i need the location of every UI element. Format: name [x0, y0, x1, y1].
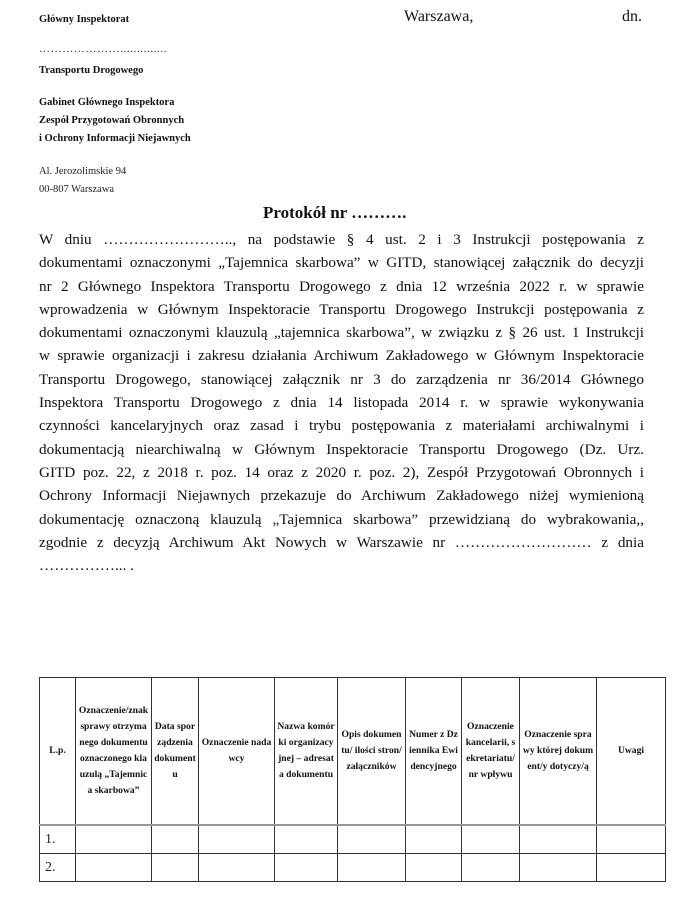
table-row: [40, 825, 666, 854]
col-header-sender: Oznaczenie nadawcy: [199, 678, 275, 826]
table-cell[interactable]: [406, 854, 462, 882]
table-cell[interactable]: [76, 854, 152, 882]
org-name-line2: Transportu Drogowego: [39, 65, 144, 76]
table-cell[interactable]: [152, 854, 199, 882]
col-header-register-number: Numer z Dziennika Ewidencyjnego: [406, 678, 462, 826]
body-line: dokumentację oznaczoną klauzulą „Tajemnica skarbowa” przewidzianą do wybrakowania,,: [39, 510, 644, 528]
col-header-remarks: Uwagi: [597, 678, 666, 826]
table-cell[interactable]: [199, 854, 275, 882]
body-line: wprowadzenia w Głównym Inspektoracie Transportu Drogowego Instrukcji postępowania z: [39, 300, 644, 318]
body-line: Ochrony Informacji Niejawnych przekazuje do Archiwum Zakładowego niżej wymienioną: [39, 487, 644, 505]
table-cell[interactable]: [338, 854, 406, 882]
body-line: nr 2 Głównego Inspektora Transportu Drogowego z dnia 12 września 2022 r. w sprawie: [39, 277, 644, 295]
row-number: 1.: [40, 825, 76, 854]
col-header-office-mark: Oznaczenie kancelarii, sekretariatu/ nr wpływu: [462, 678, 520, 826]
table-cell[interactable]: [275, 825, 338, 854]
col-header-recipient-unit: Nazwa komórki organizacyjnej – adresata dokumentu: [275, 678, 338, 826]
col-header-doc-date: Data sporządzenia dokumentu: [152, 678, 199, 826]
table-cell[interactable]: [199, 825, 275, 854]
table-cell[interactable]: [462, 825, 520, 854]
table-cell[interactable]: [597, 854, 666, 882]
table-cell[interactable]: [152, 825, 199, 854]
table-cell[interactable]: [406, 825, 462, 854]
table-cell[interactable]: [520, 825, 597, 854]
org-name-line1: Główny Inspektorat: [39, 14, 130, 25]
body-line: Transportu Drogowego, stanowiącej załącznik nr 3 do zarządzenia nr 36/2014 Głównego: [39, 370, 644, 388]
table-cell[interactable]: [462, 854, 520, 882]
col-header-case-mark: Oznaczenie/znak sprawy otrzymanego dokumentu oznaczonego klauzulą „Tajemnica skarbowa”: [76, 678, 152, 826]
body-line: zgodnie z decyzją Archiwum Akt Nowych w Warszawie nr ……………………… z dnia: [39, 533, 644, 551]
col-header-lp: L.p.: [40, 678, 76, 826]
table-cell[interactable]: [597, 825, 666, 854]
body-line: ……………... .: [39, 557, 134, 575]
body-line: w sprawie organizacji i zakresu działania Archiwum Zakładowego w Głównym Inspektoracie: [39, 347, 644, 365]
body-line: W dniu …………………….., na podstawie § 4 ust. 2 i 3 Instrukcji postępowania z: [39, 231, 644, 248]
col-header-related-case: Oznaczenie sprawy której dokument/y dotyczy/ą: [520, 678, 597, 826]
body-line: dokumentacją niearchiwalną w Głównym Inspektoracie Transportu Drogowego (Dz. Urz.: [39, 440, 644, 458]
table-cell[interactable]: [275, 854, 338, 882]
body-line: dokumentami oznaczonymi klauzulą „tajemnica skarbowa”, w związku z § 26 ust. 1 Instrukcji: [39, 324, 644, 342]
page-title: Protokół nr ……….: [263, 203, 407, 222]
table-cell[interactable]: [520, 854, 597, 882]
documents-table: [39, 677, 666, 882]
unit-name-line1: Gabinet Głównego Inspektora: [39, 97, 175, 108]
col-header-description: Opis dokumentu/ ilości stron/ załączników: [338, 678, 406, 826]
place-label: Warszawa,: [404, 8, 474, 25]
body-line: Inspektora Transportu Drogowego z dnia 14 listopada 2014 r. w sprawie wykonywania: [39, 394, 644, 412]
row-number: 2.: [40, 854, 76, 882]
protocol-body: [39, 228, 644, 577]
date-label: dn.: [622, 8, 642, 25]
table-row: [40, 854, 666, 882]
body-line: dokumentami oznaczonymi „Tajemnica skarbowa” w GITD, stanowiącej załącznik do decyzji: [39, 254, 644, 272]
table-cell[interactable]: [338, 825, 406, 854]
org-dots-placeholder: …………………..............: [39, 43, 168, 55]
body-line: GITD poz. 22, z 2018 r. poz. 14 oraz z 2020 r. poz. 2), Zespół Przygotowań Obronnych i: [39, 463, 644, 481]
unit-name-line3: i Ochrony Informacji Niejawnych: [39, 133, 191, 144]
unit-name-line2: Zespół Przygotowań Obronnych: [39, 115, 185, 126]
table-cell[interactable]: [76, 825, 152, 854]
table-header-row: [40, 678, 666, 826]
body-line: czynności kancelaryjnych oraz zasad i trybu postępowania z materiałami archiwalnymi i: [39, 417, 644, 435]
address-street: Al. Jerozolimskie 94: [39, 166, 127, 177]
address-city: 00-807 Warszawa: [39, 184, 115, 195]
